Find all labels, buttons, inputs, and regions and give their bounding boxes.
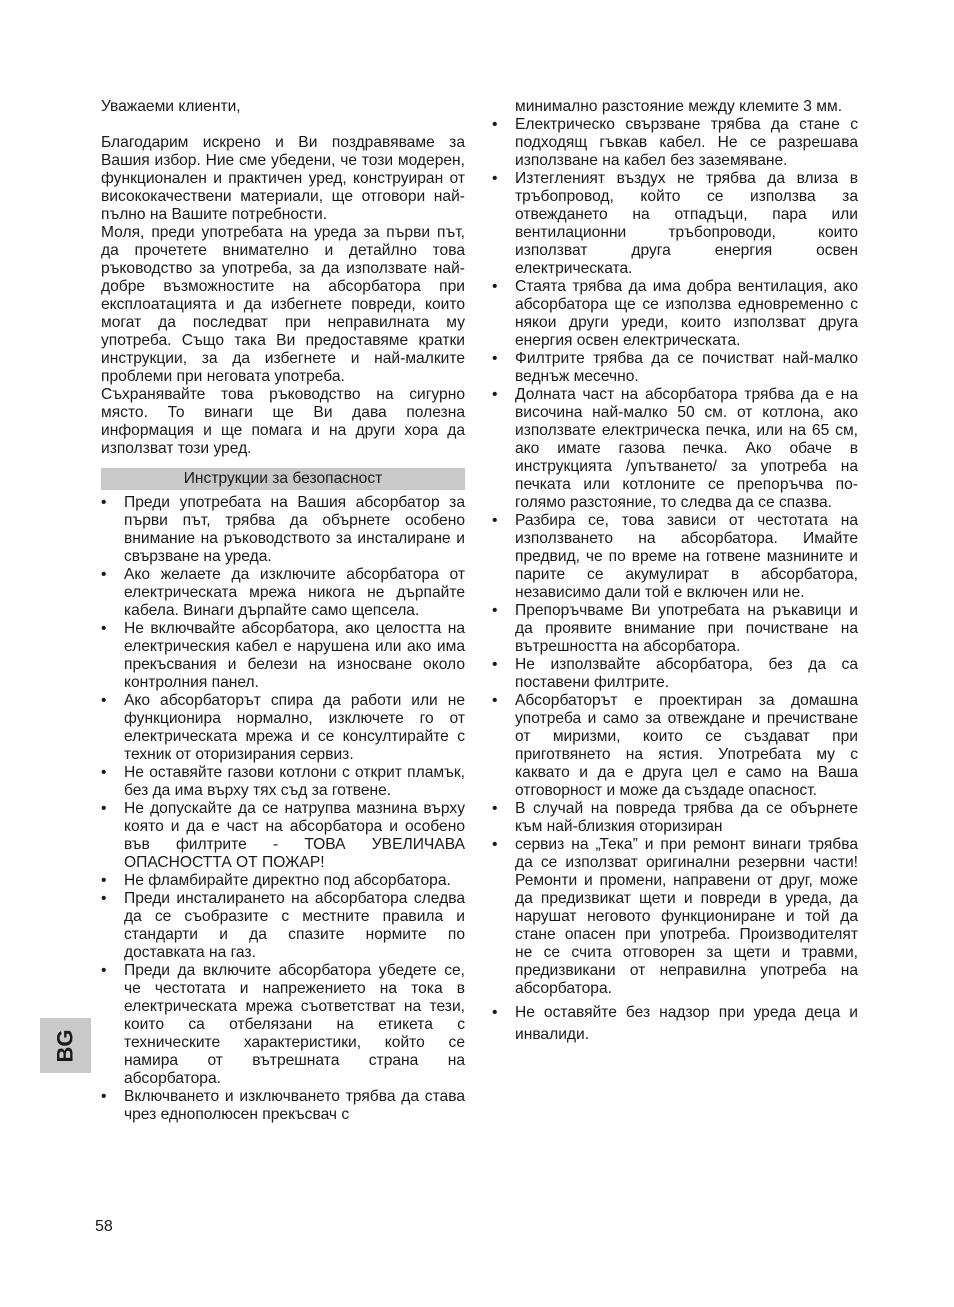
list-item: • Препоръчваме Ви употребата на ръкавици и да проявите внимание при почистване на вътрешността на абсорбатора. bbox=[492, 602, 858, 656]
list-item: • Преди инсталирането на абсорбатора следва да се съобразите с местните правила и стандарти и да спазите нормите по доставката на газ. bbox=[101, 890, 465, 962]
list-item-continuation: минимално разстояние между клемите 3 мм. bbox=[515, 98, 843, 115]
list-item: • Изтегленият въздух не трябва да влиза в тръбопровод, който се използва за отвеждането на отпадъци, пара или вентилационни тръбопроводи, които използват друга енергия освен електрическата. bbox=[492, 170, 858, 278]
section-title: Инструкции за безопасност bbox=[101, 468, 465, 490]
language-tab bbox=[40, 1018, 91, 1073]
language-tab-label: BG bbox=[52, 1029, 78, 1062]
right-column bbox=[492, 98, 858, 1046]
list-item: • сервиз на „Тека” и при ремонт винаги трябва да се използват оригинални резервни части! Ремонти и промени, направени от друг, може да предизвикат щети и повреди в уреда, да нарушат неговото функциониране и той да стане опасен при употреба. Производителят не се счита отговорен за щети и травми, предизвикани от неправилна употреба на абсорбатора. bbox=[492, 836, 858, 998]
safety-list-right bbox=[492, 116, 858, 1046]
list-item: • Долната част на абсорбатора трябва да е на височина най-малко 50 см. от котлона, ако използвате електрическа печка, или на 65 см, ако имате газова печка. Ако обаче в инструкцията /упътването/ за употреба на печката или котлоните се препоръчва по-голямо разстояние, то следва да се спазва. bbox=[492, 386, 858, 512]
list-item: • Не фламбирайте директно под абсорбатора. bbox=[101, 872, 465, 890]
list-item: • Включването и изключването трябва да става чрез еднополюсен прекъсвач с bbox=[101, 1088, 465, 1124]
intro-paragraph: Съхранявайте това ръководство на сигурно място. То винаги ще Ви дава полезна информация и ще помага и на други хора да използват този уред. bbox=[101, 386, 465, 457]
list-item: • Абсорбаторът е проектиран за домашна употреба и само за отвеждане и пречистване от миризми, които се създават при приготвянето на ястия. Употребата му с каквато и да е друга цел е само на Ваша отговорност и може да създаде опасност. bbox=[492, 692, 858, 800]
list-item: • Не оставяйте газови котлони с открит пламък, без да има върху тях съд за готвене. bbox=[101, 764, 465, 800]
list-item: • Преди употребата на Вашия абсорбатор за първи път, трябва да обърнете особено внимание на ръководството за инсталиране и свързване на уреда. bbox=[101, 494, 465, 566]
list-item: • Разбира се, това зависи от честотата на използването на абсорбатора. Имайте предвид, че по време на готвене мазнините и парите се акумулират в абсорбатора, независимо дали той е включен или не. bbox=[492, 512, 858, 602]
page-number: 58 bbox=[95, 1218, 113, 1235]
list-item: • Не използвайте абсорбатора, без да са поставени филтрите. bbox=[492, 656, 858, 692]
list-item: • Не оставяйте без надзор при уреда деца и инвалиди. bbox=[492, 1002, 858, 1046]
list-item: • Стаята трябва да има добра вентилация, ако абсорбатора ще се използва едновременно с някои други уреди, които използват друга енергия освен електрическата. bbox=[492, 278, 858, 350]
intro-paragraph: Благодарим искрено и Ви поздравяваме за Вашия избор. Ние сме убедени, че този модерен, функционален и практичен уред, конструиран от висококачествени материали, ще отговори най-пълно на Вашите потребности. bbox=[101, 134, 465, 223]
list-item: • Не включвайте абсорбатора, ако целостта на електрическия кабел е нарушена или ако има прекъсвания и белези на износване около контролния панел. bbox=[101, 620, 465, 692]
list-item: • Преди да включите абсорбатора убедете се, че честотата и напрежението на тока в електрическата мрежа съответстват на тези, които са отбелязани на етикета с техническите характеристики, който се намира от вътрешната страна на абсорбатора. bbox=[101, 962, 465, 1088]
list-item: • В случай на повреда трябва да се обърнете към най-близкия оторизиран bbox=[492, 800, 858, 836]
greeting: Уважаеми клиенти, bbox=[101, 98, 241, 115]
intro-paragraph: Моля, преди употребата на уреда за първи път, да прочетете внимателно и детайлно това ръководство за употреба, за да използвате най-добре възможностите на абсорбатора при експлоатацията и да избегнете повреди, които могат да последват при неправилната му употреба. Също така Ви предоставяме кратки инструкции, за да избегнете и най-малките проблеми при неговата употреба. bbox=[101, 224, 465, 385]
list-item: • Ако желаете да изключите абсорбатора от електрическата мрежа никога не дърпайте кабела. Винаги дърпайте само щепсела. bbox=[101, 566, 465, 620]
list-item: • Ако абсорбаторът спира да работи или не функционира нормално, изключете го от електрическата мрежа и се консултирайте с техник от оторизирания сервиз. bbox=[101, 692, 465, 764]
list-item: • Не допускайте да се натрупва мазнина върху която и да е част на абсорбатора и особено във филтрите - ТОВА УВЕЛИЧАВА ОПАСНОСТТА ОТ ПОЖАР! bbox=[101, 800, 465, 872]
safety-list-left bbox=[101, 494, 465, 1124]
left-column bbox=[101, 98, 465, 1124]
list-item: • Електрическо свързване трябва да стане с подходящ гъвкав кабел. Не се разрешава използване на кабел без заземяване. bbox=[492, 116, 858, 170]
list-item: • Филтрите трябва да се почистват най-малко веднъж месечно. bbox=[492, 350, 858, 386]
